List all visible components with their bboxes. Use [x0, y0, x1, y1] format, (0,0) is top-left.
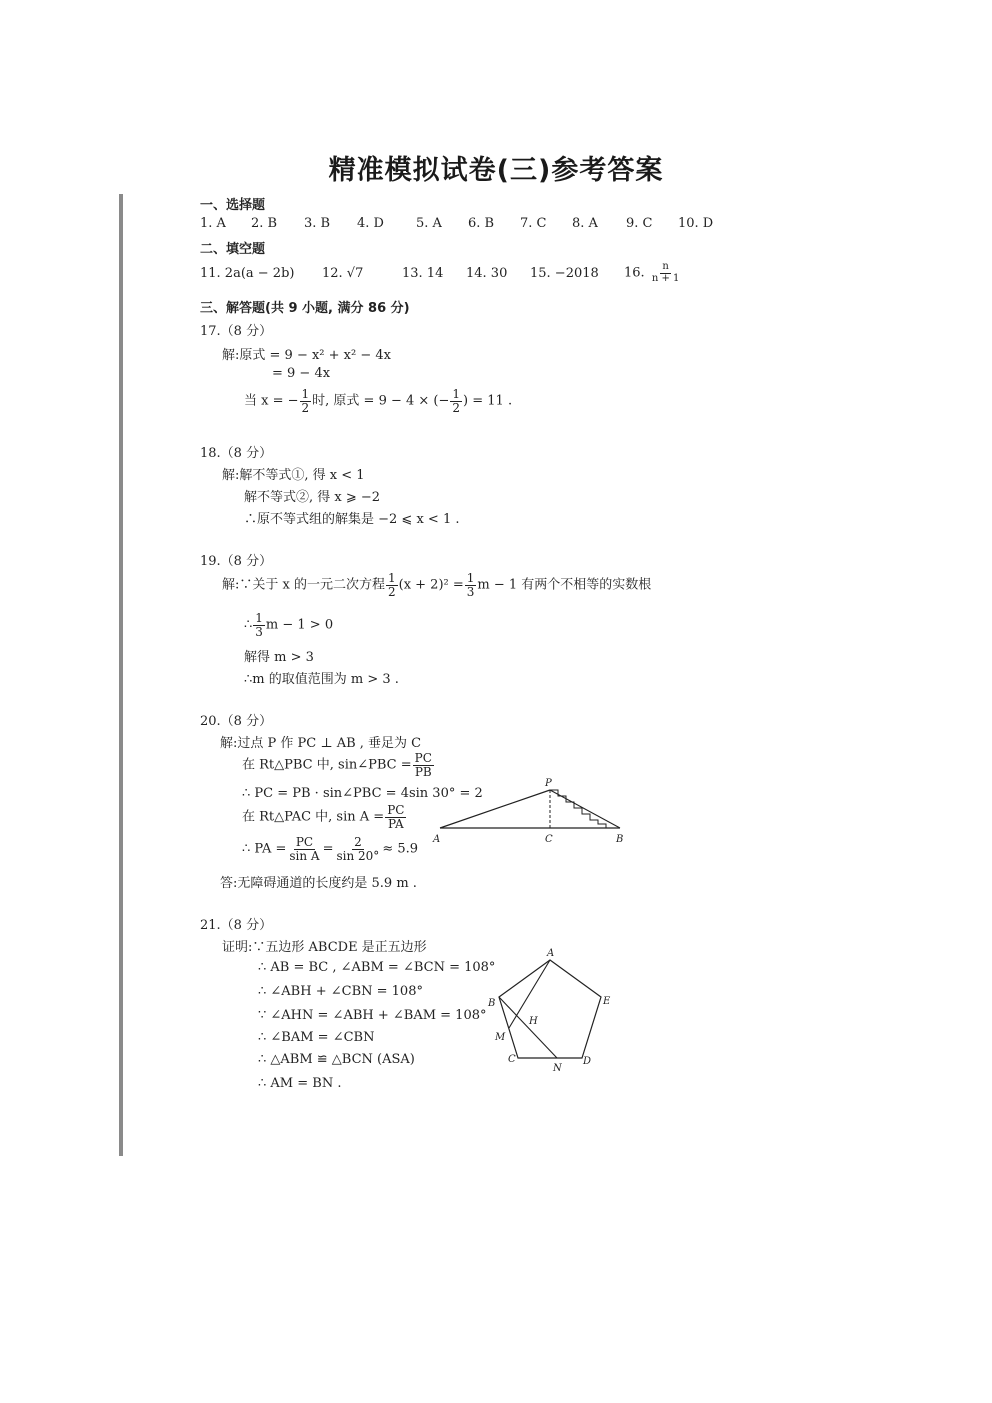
q21-label-h: H — [529, 1016, 538, 1027]
q17-frac2-den: 2 — [452, 400, 461, 415]
answer-2: 2. B — [251, 216, 278, 231]
q20-answer: 答:无障碍通道的长度约是 5.9 m . — [220, 876, 417, 891]
q20-figure — [425, 770, 635, 850]
q18-line1: 解:解不等式①, 得 x < 1 — [222, 468, 365, 483]
q20-line-pb — [550, 790, 620, 828]
q21-label-b: B — [488, 998, 496, 1009]
q17-line3-b: 时, 原式 = 9 − 4 × (− — [312, 393, 450, 409]
answer-16-numerator: n — [662, 261, 669, 272]
q19-line2-a: ∴ — [244, 617, 253, 633]
answer-14: 14. 30 — [466, 266, 508, 281]
q21-line5: ∴ ∠BAM = ∠CBN — [258, 1030, 375, 1045]
q19-frac1-num: 1 — [387, 571, 396, 585]
answer-1: 1. A — [200, 216, 226, 231]
margin-bar — [119, 194, 123, 1156]
q20-label-c: C — [545, 834, 553, 845]
answer-7: 7. C — [520, 216, 547, 231]
q20-line4-den: PA — [388, 816, 404, 831]
q20-line5-den1: sin A — [289, 848, 320, 863]
q19-line2-b: m − 1 > 0 — [265, 617, 334, 633]
q21-line6: ∴ △ABM ≌ △BCN (ASA) — [258, 1052, 415, 1067]
q20-line4-a: 在 Rt△PAC 中, sin A = — [242, 809, 385, 825]
q21-label-c: C — [508, 1054, 516, 1065]
q17-line3-a: 当 x = − — [244, 393, 299, 409]
q17-label: 17.（8 分） — [200, 324, 273, 339]
q20-line2-den: PB — [414, 764, 432, 779]
q19-line1 — [222, 572, 651, 598]
q17-line3 — [244, 388, 512, 414]
q18-label: 18.（8 分） — [200, 446, 273, 461]
q19-frac3-num: 1 — [255, 611, 263, 625]
q20-line4-num: PC — [387, 803, 405, 817]
q18-line2: 解不等式②, 得 x ⩾ −2 — [244, 490, 381, 505]
q18-line3: ∴原不等式组的解集是 −2 ⩽ x < 1 . — [244, 512, 460, 527]
q20-label-b: B — [616, 834, 624, 845]
q20-line3: ∴ PC = PB · sin∠PBC = 4sin 30° = 2 — [242, 786, 483, 801]
q20-line1: 解:过点 P 作 PC ⊥ AB , 垂足为 C — [220, 736, 422, 751]
q21-line1: 证明:∵五边形 ABCDE 是正五边形 — [222, 940, 427, 955]
q21-figure — [485, 946, 615, 1076]
q20-line5-num1: PC — [295, 835, 314, 849]
q21-label-e: E — [603, 996, 611, 1007]
answer-11: 11. 2a(a − 2b) — [200, 266, 295, 281]
q21-label-a: A — [547, 948, 555, 959]
q20-line5 — [242, 836, 418, 862]
q19-line1-c: m − 1 有两个不相等的实数根 — [477, 577, 652, 593]
q17-line3-c: ) = 11 . — [463, 393, 513, 409]
q17-frac1-den: 2 — [301, 400, 310, 415]
q19-label: 19.（8 分） — [200, 554, 273, 569]
q20-line5-den2: sin 20° — [336, 848, 380, 863]
q20-label-p: P — [545, 778, 552, 789]
q19-frac2-den: 3 — [466, 584, 475, 599]
answer-16 — [624, 262, 682, 284]
q20-line2-a: 在 Rt△PBC 中, sin∠PBC = — [242, 757, 412, 773]
answer-5: 5. A — [416, 216, 442, 231]
q19-line4: ∴m 的取值范围为 m > 3 . — [244, 672, 399, 687]
section-2-heading: 二、填空题 — [200, 242, 266, 257]
section-1-heading: 一、选择题 — [200, 198, 266, 213]
q17-frac2-num: 1 — [452, 387, 461, 401]
q21-pentagon — [499, 960, 601, 1058]
section-3-heading: 三、解答题(共 9 小题, 满分 86 分) — [200, 301, 410, 316]
answer-3: 3. B — [304, 216, 331, 231]
q19-frac3-den: 3 — [255, 624, 263, 639]
answer-16-label: 16. — [624, 265, 645, 281]
q19-line1-a: 解:∵关于 x 的一元二次方程 — [222, 577, 385, 593]
q20-line5-b: ≈ 5.9 — [382, 841, 419, 857]
q20-line2-num: PC — [414, 751, 432, 765]
q19-frac1-den: 2 — [387, 584, 396, 599]
q21-line7: ∴ AM = BN . — [258, 1076, 342, 1091]
q19-line2 — [244, 612, 333, 638]
q21-line4: ∵ ∠AHN = ∠ABH + ∠BAM = 108° — [258, 1008, 487, 1023]
q20-line-ap — [440, 790, 550, 828]
answer-12: 12. √7 — [322, 266, 364, 281]
answer-15: 15. −2018 — [530, 266, 599, 281]
q21-label-m: M — [495, 1032, 506, 1043]
answer-13: 13. 14 — [402, 266, 444, 281]
q20-line5-a: ∴ PA = — [242, 841, 287, 857]
q21-label-n: N — [553, 1063, 562, 1074]
answer-10: 10. D — [678, 216, 714, 231]
q20-line2 — [242, 752, 435, 778]
q17-line2: = 9 − 4x — [272, 366, 331, 381]
answer-4: 4. D — [357, 216, 384, 231]
q19-frac2-num: 1 — [466, 571, 475, 585]
q20-label-a: A — [433, 834, 441, 845]
answer-16-denominator: n + 1 — [651, 272, 680, 284]
q21-line3: ∴ ∠ABH + ∠CBN = 108° — [258, 984, 423, 999]
q17-line1: 解:原式 = 9 − x² + x² − 4x — [222, 348, 391, 363]
answer-9: 9. C — [626, 216, 653, 231]
q19-line1-b: (x + 2)² = — [398, 577, 464, 593]
q19-line3: 解得 m > 3 — [244, 650, 314, 665]
q20-line4 — [242, 804, 407, 830]
q21-label-d: D — [583, 1056, 592, 1067]
q20-line5-num2: 2 — [354, 835, 362, 849]
q21-label: 21.（8 分） — [200, 918, 273, 933]
q21-line2: ∴ AB = BC , ∠ABM = ∠BCN = 108° — [258, 960, 496, 975]
answer-6: 6. B — [468, 216, 495, 231]
answer-8: 8. A — [572, 216, 598, 231]
q21-line-bn — [499, 997, 557, 1058]
q20-label: 20.（8 分） — [200, 714, 273, 729]
q17-frac1-num: 1 — [301, 387, 310, 401]
q20-line5-eq: = — [322, 841, 334, 857]
page-title: 精准模拟试卷(三)参考答案 — [328, 155, 664, 186]
